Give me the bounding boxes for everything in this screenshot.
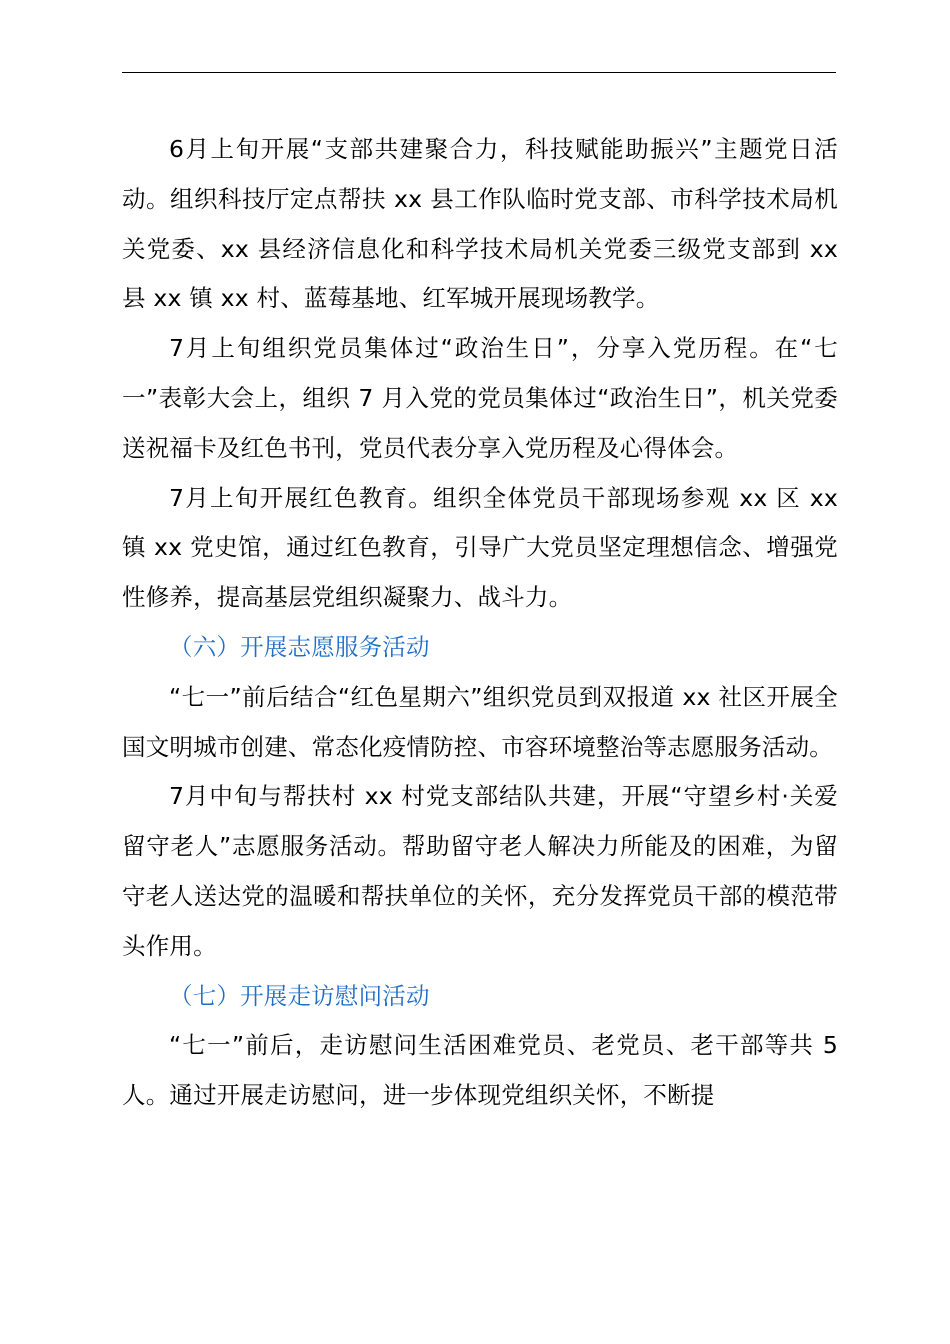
section-heading-volunteer-service: （六）开展志愿服务活动	[169, 632, 430, 661]
paragraph-red-education: 7月上旬开展红色教育。组织全体党员干部现场参观 xx 区 xx 镇 xx 党史馆，通过红色教育，引导广大党员坚定理想信念、增强党性修养，提高基层党组织凝聚力、战斗力。	[122, 483, 838, 612]
paragraph-visit-members: “七一”前后，走访慰问生活困难党员、老党员、老干部等共 5 人。通过开展走访慰问，进一步体现党组织关怀，不断提	[122, 1031, 838, 1110]
paragraph-party-day: 6月上旬开展“支部共建聚合力，科技赋能助振兴”主题党日活动。组织科技厅定点帮扶 xx 县工作队临时党支部、市科学技术局机关党委、xx 县经济信息化和科学技术局机关党委三级党支部到 xx 县 xx 镇 xx 村、蓝莓基地、红军城开展现场教学。	[122, 135, 838, 313]
section-heading-visit-condolence: （七）开展走访慰问活动	[169, 981, 430, 1010]
paragraph-care-elderly: 7月中旬与帮扶村 xx 村党支部结队共建，开展“守望乡村·关爱留守老人”志愿服务活动。帮助留守老人解决力所能及的困难，为留守老人送达党的温暖和帮扶单位的关怀，充分发挥党员干部的模范带头作用。	[122, 782, 838, 960]
paragraph-political-birthday: 7月上旬组织党员集体过“政治生日”，分享入党历程。在“七一”表彰大会上，组织 7 月入党的党员集体过“政治生日”，机关党委送祝福卡及红色书刊，党员代表分享入党历程及心得体会。	[122, 334, 838, 462]
header-divider	[122, 72, 836, 73]
paragraph-red-saturday: “七一”前后结合“红色星期六”组织党员到双报道 xx 社区开展全国文明城市创建、常态化疫情防控、市容环境整治等志愿服务活动。	[122, 682, 838, 761]
document-body	[122, 125, 838, 1121]
